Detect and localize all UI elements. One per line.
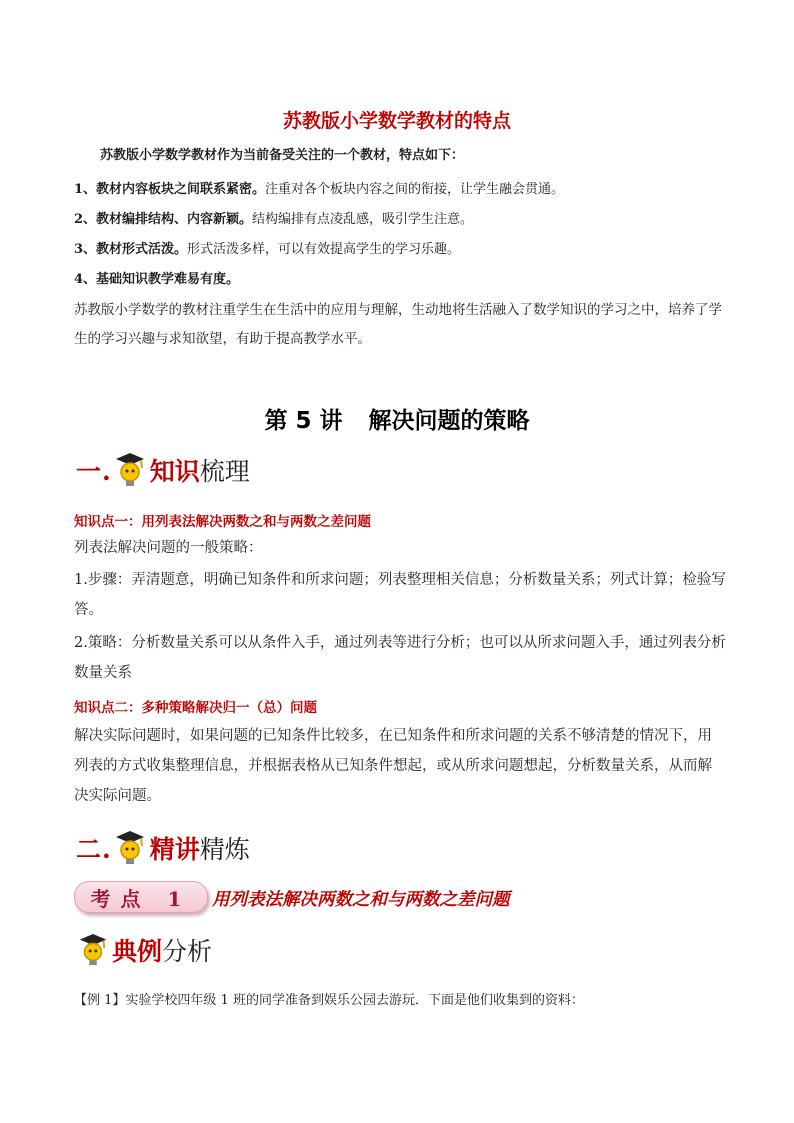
intro-lead: 苏教版小学数学教材作为当前备受关注的一个教材，特点如下：: [100, 148, 465, 163]
exam-point-badge: 考点 1: [74, 881, 208, 913]
graduate-bulb-icon: [112, 828, 148, 868]
intro-item-3: [74, 238, 460, 257]
exam-point-title: 用列表法解决两数之和与两数之差问题: [212, 890, 510, 910]
knowledge-point-2-title: 知识点二：多种策略解决归一（总）问题: [74, 700, 317, 716]
intro-paragraph: 苏教版小学数学的教材注重学生在生活中的应用与理解，生动地将生活融入了数学知识的学习之中，培养了学生的学习兴趣与求知欲望，有助于提高教学水平。: [74, 302, 722, 347]
section-title-rest: 梳理: [199, 457, 250, 486]
intro-item-rest: 注重对各个板块内容之间的衔接，让学生融会贯通。: [265, 182, 565, 197]
knowledge-point-1-intro: 列表法解决问题的一般策略：: [74, 540, 263, 556]
example-1-text: 【例 1】实验学校四年级 1 班的同学准备到娱乐公园去游玩．下面是他们收集到的资料：: [74, 993, 584, 1008]
graduate-bulb-icon: [112, 450, 148, 490]
section-title-highlight: 精讲: [149, 835, 200, 864]
example-title-rest: 分析: [162, 937, 213, 966]
section-number: 二.: [76, 835, 112, 864]
intro-item-2: [74, 208, 473, 227]
section-heading-2: [76, 826, 250, 870]
graduate-bulb-icon: [76, 931, 110, 969]
example-analysis-heading: [76, 930, 212, 970]
section-number: 一.: [76, 457, 112, 486]
section-title-highlight: 知识: [149, 457, 200, 486]
intro-item-1: [74, 178, 564, 197]
intro-item-bold: 3、教材形式活泼。: [74, 242, 188, 257]
lecture-name: 解决问题的策略: [368, 408, 530, 434]
knowledge-point-2-body: 解决实际问题时，如果问题的已知条件比较多，在已知条件和所求问题的关系不够清楚的情况下，用列表的方式收集整理信息，并根据表格从已知条件想起，或从所求问题想起，分析数量关系，从而解决实际问题。: [74, 728, 712, 804]
intro-item-bold: 4、基础知识教学难易有度。: [74, 272, 240, 287]
knowledge-point-1-step2: 2.策略：分析数量关系可以从条件入手，通过列表等进行分析；也可以从所求问题入手，通过列表分析数量关系: [74, 635, 726, 681]
knowledge-point-1-step1: 1.步骤：弄清题意，明确已知条件和所求问题；列表整理相关信息；分析数量关系；列式计算；检验写答。: [74, 572, 726, 618]
lecture-title: [0, 402, 794, 435]
knowledge-point-1-title: 知识点一：用列表法解决两数之和与两数之差问题: [74, 514, 371, 530]
intro-item-rest: 结构编排有点凌乱感，吸引学生注意。: [252, 212, 474, 227]
intro-item-bold: 1、教材内容板块之间联系紧密。: [74, 182, 266, 197]
intro-item-rest: 形式活泼多样，可以有效提高学生的学习乐趣。: [187, 242, 461, 257]
lecture-number: 第 5 讲: [264, 408, 343, 434]
section-title-rest: 精炼: [199, 835, 250, 864]
section-heading-1: [76, 448, 250, 492]
intro-item-4: [74, 268, 239, 287]
intro-item-bold: 2、教材编排结构、内容新颖。: [74, 212, 253, 227]
example-title-highlight: 典例: [112, 937, 163, 966]
intro-title: 苏教版小学数学教材的特点: [282, 110, 511, 132]
